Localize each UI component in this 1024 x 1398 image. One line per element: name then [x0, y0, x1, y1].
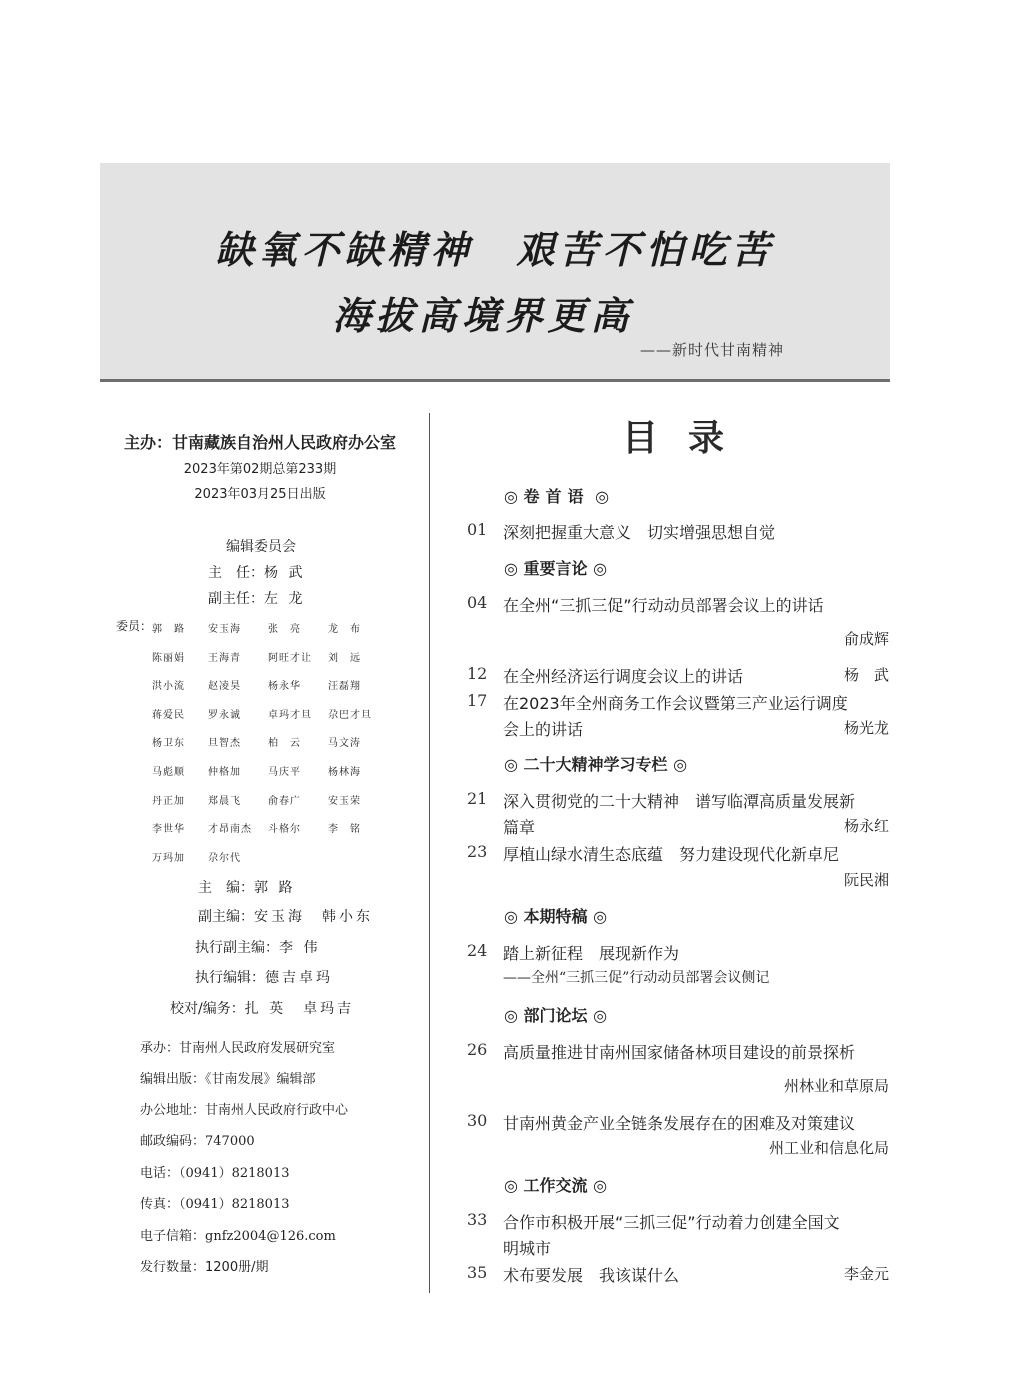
toc-page-number: 26: [467, 1040, 488, 1059]
circulation-value: 1200册/期: [205, 1260, 269, 1275]
toc-page-number: 21: [467, 789, 488, 808]
phone-value: （0941）8218013: [179, 1166, 290, 1181]
sponsor: 主办：甘南藏族自治州人民政府办公室: [123, 433, 396, 452]
toc-page-number: 17: [467, 691, 488, 710]
postcode-label: 邮政编码：: [140, 1134, 206, 1149]
toc-entry-author: 州工业和信息化局: [768, 1139, 889, 1157]
proofreader-label: 校对/编务：: [170, 1001, 245, 1017]
toc-page-number: 01: [467, 520, 488, 539]
toc-entry-title[interactable]: 在全州“三抓三促”行动动员部署会议上的讲话: [503, 596, 824, 615]
toc-entry-title[interactable]: 甘南州黄金产业全链条发展存在的困难及对策建议: [503, 1114, 856, 1133]
exec-editor-row: [195, 967, 333, 987]
motto-banner: [100, 163, 890, 382]
toc-entry-title[interactable]: 在全州经济运行调度会议上的讲话: [503, 667, 744, 686]
section-title: 卷首语: [523, 487, 590, 506]
publication-date: 2023年03月25日出版: [194, 487, 326, 502]
section-foreword: [504, 484, 609, 507]
section-mark-icon: ◎: [593, 907, 608, 926]
toc-entry-title-continued[interactable]: 明城市: [503, 1239, 552, 1258]
toc-page-number: 24: [467, 941, 488, 960]
exec-editor-label: 执行编辑：: [195, 970, 265, 986]
toc-page-number: 35: [467, 1263, 488, 1282]
committee-member: 赵凌昊: [208, 681, 241, 693]
publisher-value: 《甘南发展》编辑部: [205, 1072, 316, 1087]
toc-entry-author: 州林业和草原局: [783, 1077, 889, 1095]
section-mark-icon: ◎: [504, 1176, 518, 1195]
committee-member: 郑晨飞: [208, 795, 241, 807]
exec-deputy-editor-label: 执行副主编：: [195, 940, 279, 956]
director-row: [208, 562, 305, 582]
committee-member: 斗格尔: [268, 824, 301, 836]
committee-member: 李 铭: [328, 824, 361, 836]
toc-entry-author: 杨光龙: [843, 719, 889, 737]
toc-entry-title-continued[interactable]: 篇章: [503, 818, 536, 837]
editor-name: 郭 路: [254, 880, 296, 896]
committee-member: 安玉海: [208, 624, 241, 635]
address-label: 办公地址：: [140, 1103, 206, 1118]
committee-member: 马彪顺: [152, 767, 185, 778]
committee-member: 杨卫东: [152, 738, 185, 750]
section-title: 本期特稿: [523, 907, 588, 926]
toc-entry-title[interactable]: 高质量推进甘南州国家储备林项目建设的前景探析: [503, 1043, 856, 1062]
section-mark-icon: ◎: [593, 1176, 608, 1195]
address-row: [140, 1099, 348, 1118]
section-title: 工作交流: [523, 1176, 588, 1195]
section-title: 二十大精神学习专栏: [523, 755, 668, 774]
section-title: 重要言论: [523, 559, 588, 578]
committee-member: 杨林海: [328, 767, 361, 778]
toc-entry-author: 李金元: [843, 1265, 889, 1283]
committee-member: 张 亮: [268, 624, 301, 635]
toc-entry-author: 俞成辉: [843, 630, 889, 648]
committee-member: 杨永华: [268, 681, 301, 693]
committee-member: 汪磊翔: [328, 681, 361, 693]
committee-member: 丹正加: [152, 795, 185, 807]
toc-entry-subtitle: ——全州“三抓三促”行动动员部署会议侧记: [503, 970, 770, 986]
toc-entry-title[interactable]: 术布要发展 我该谋什么: [503, 1266, 680, 1285]
section-congress-study: [504, 752, 687, 775]
deputy-editor-name: 安玉海 韩小东: [254, 909, 373, 925]
circulation-label: 发行数量：: [140, 1260, 206, 1275]
editor-row: [198, 877, 295, 897]
toc-page-number: 33: [467, 1210, 488, 1229]
committee-member: 蒋爱民: [152, 709, 185, 721]
deputy-director-label: 副主任：: [208, 591, 264, 607]
section-mark-icon: ◎: [595, 487, 610, 506]
section-mark-icon: ◎: [504, 559, 518, 578]
toc-entry-title[interactable]: 在2023年全州商务工作会议暨第三产业运行调度: [503, 694, 848, 713]
proofreader-name: 扎 英 卓玛吉: [244, 1001, 355, 1017]
undertaker-label: 承办：: [140, 1041, 180, 1056]
section-mark-icon: ◎: [504, 907, 518, 926]
committee-member: 尕巴才旦: [328, 709, 372, 721]
exec-deputy-editor-row: [195, 937, 320, 957]
section-feature: [504, 904, 607, 927]
committee-title: 编辑委员会: [226, 539, 296, 555]
committee-member: 李世华: [152, 824, 185, 836]
committee-member: 尕尔代: [208, 852, 241, 864]
undertaker-value: 甘南州人民政府发展研究室: [179, 1041, 336, 1056]
section-title: 部门论坛: [523, 1006, 588, 1025]
toc-entry-title[interactable]: 深入贯彻党的二十大精神 谱写临潭高质量发展新: [503, 792, 856, 811]
committee-member: 安玉荣: [328, 795, 361, 807]
section-work-exchange: [504, 1173, 607, 1196]
slogan-line-1: 缺氧不缺精神 艰苦不怕吃苦: [215, 227, 775, 272]
circulation-row: [140, 1256, 268, 1275]
committee-member: 王海青: [208, 652, 241, 664]
slogan-line-2: 海拔高境界更高: [332, 293, 634, 338]
committee-member: 马文涛: [328, 738, 361, 750]
toc-title: 目录: [622, 418, 755, 459]
toc-entry-title[interactable]: 合作市积极开展“三抓三促”行动着力创建全国文: [503, 1213, 840, 1232]
toc-page-number: 23: [467, 842, 488, 861]
section-mark-icon: ◎: [504, 487, 518, 506]
address-value: 甘南州人民政府行政中心: [205, 1103, 349, 1118]
toc-entry-title-continued[interactable]: 会上的讲话: [503, 720, 584, 739]
committee-member: 柏 云: [268, 738, 301, 750]
director-name: 杨 武: [264, 565, 306, 581]
phone-label: 电话：: [140, 1166, 180, 1181]
toc-entry-title[interactable]: 踏上新征程 展现新作为: [503, 944, 680, 963]
phone-row: [140, 1162, 290, 1181]
slogan-source: ——新时代甘南精神: [639, 341, 784, 359]
section-important-speeches: [504, 556, 607, 579]
fax-value: （0941）8218013: [179, 1197, 290, 1212]
deputy-editor-row: [198, 906, 373, 926]
email-label: 电子信箱：: [140, 1229, 206, 1244]
toc-entry-author: 杨永红: [843, 817, 889, 835]
postcode-row: [140, 1130, 255, 1149]
issue-number: 2023年第02期总第233期: [183, 462, 337, 477]
committee-member: 卓玛才旦: [268, 709, 312, 721]
director-label: 主 任：: [208, 565, 264, 581]
deputy-director-row: [208, 588, 305, 608]
editor-label: 主 编：: [198, 880, 254, 896]
publisher-row: [140, 1068, 316, 1087]
committee-member: 陈丽娟: [152, 652, 185, 664]
section-mark-icon: ◎: [504, 755, 518, 774]
postcode-value: 747000: [205, 1134, 255, 1149]
section-mark-icon: ◎: [504, 1006, 518, 1025]
committee-member: 俞春广: [268, 795, 301, 807]
fax-row: [140, 1193, 290, 1212]
exec-editor-name: 德吉卓玛: [265, 970, 333, 986]
toc-entry-title[interactable]: 厚植山绿水清生态底蕴 努力建设现代化新卓尼: [503, 845, 840, 864]
committee-member: 罗永诚: [208, 709, 241, 721]
toc-entry-title[interactable]: 深刻把握重大意义 切实增强思想自觉: [503, 523, 776, 542]
members-label: 委员：: [116, 619, 153, 633]
email-row: [140, 1225, 336, 1244]
committee-member: 万玛加: [152, 852, 185, 864]
committee-member: 仲格加: [208, 767, 241, 778]
email-value[interactable]: gnfz2004@126.com: [205, 1229, 336, 1244]
toc-page-number: 30: [467, 1111, 488, 1130]
deputy-editor-label: 副主编：: [198, 909, 254, 925]
committee-member: 才昂南杰: [208, 824, 252, 836]
section-mark-icon: ◎: [593, 1006, 608, 1025]
toc-page-number: 04: [467, 593, 488, 612]
undertaker-row: [140, 1037, 335, 1056]
committee-member: 郭 路: [152, 624, 185, 635]
committee-member: 刘 远: [328, 652, 361, 664]
section-mark-icon: ◎: [593, 559, 608, 578]
fax-label: 传真：: [140, 1197, 180, 1212]
section-department-forum: [504, 1003, 607, 1026]
committee-member: 阿旺才让: [268, 652, 312, 664]
toc-entry-author: 杨 武: [843, 666, 889, 684]
publisher-label: 编辑出版：: [140, 1072, 206, 1087]
exec-deputy-editor-name: 李 伟: [279, 940, 321, 956]
toc-page-number: 12: [467, 664, 488, 683]
toc-entry-author: 阮民湘: [843, 871, 889, 889]
proofreader-row: [170, 998, 354, 1018]
committee-member: 洪小流: [152, 681, 185, 693]
section-mark-icon: ◎: [673, 755, 688, 774]
committee-member: 旦智杰: [208, 738, 241, 750]
deputy-director-name: 左 龙: [264, 591, 306, 607]
committee-member: 龙 布: [328, 624, 361, 635]
committee-member: 马庆平: [268, 767, 301, 778]
